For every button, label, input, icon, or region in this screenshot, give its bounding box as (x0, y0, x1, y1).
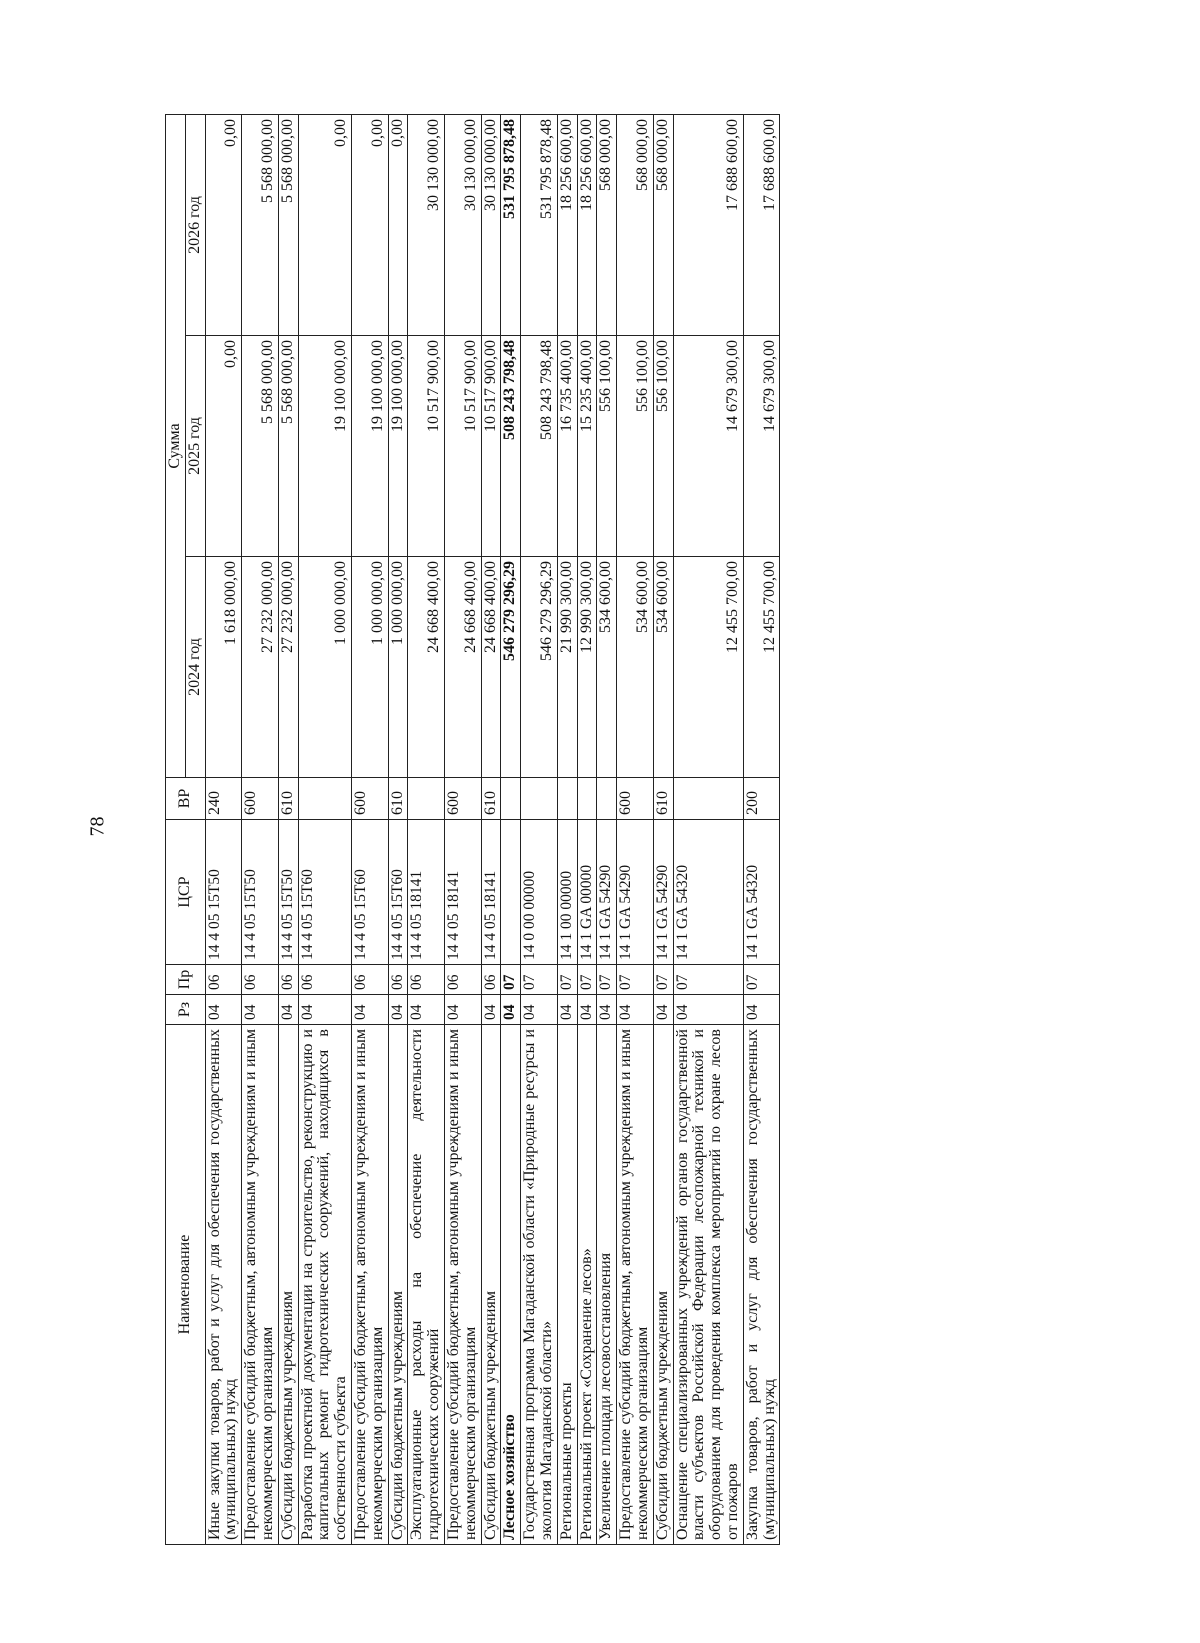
row-vr-cell: 200 (743, 778, 780, 820)
table-row (205, 114, 242, 1544)
row-csr-cell: 14 4 05 15Т50 (205, 820, 242, 965)
row-amount-2025: 5 568 000,00 (278, 336, 298, 557)
row-vr-cell: 610 (481, 778, 501, 820)
row-pr-cell: 07 (521, 965, 558, 995)
row-vr-cell: 600 (617, 778, 654, 820)
row-amount-2026: 18 256 600,00 (577, 114, 597, 335)
row-csr-cell: 14 1 GA 54290 (597, 820, 617, 965)
row-amount-2026: 531 795 878,48 (521, 114, 558, 335)
row-rz-cell: 04 (597, 995, 617, 1025)
table-row (242, 114, 279, 1544)
row-rz-cell: 04 (577, 995, 597, 1025)
row-amount-2025: 14 679 300,00 (673, 336, 743, 557)
row-name-cell: Субсидии бюджетным учреждениям (388, 1025, 408, 1545)
row-vr-cell: 600 (444, 778, 481, 820)
row-pr-cell: 07 (501, 965, 521, 995)
table-row (577, 114, 597, 1544)
row-name-cell: Закупка товаров, работ и услуг для обеспечения государственных (муниципальных) нужд (743, 1025, 780, 1545)
row-vr-cell (298, 778, 351, 820)
row-vr-cell: 240 (205, 778, 242, 820)
row-amount-2025: 10 517 900,00 (444, 336, 481, 557)
header-row-1 (166, 114, 186, 1544)
row-amount-2024: 546 279 296,29 (501, 557, 521, 778)
table-row (743, 114, 780, 1544)
row-rz-cell: 04 (521, 995, 558, 1025)
row-csr-cell: 14 1 00 00000 (557, 820, 577, 965)
row-amount-2026: 30 130 000,00 (481, 114, 501, 335)
row-rz-cell: 04 (501, 995, 521, 1025)
row-amount-2025: 10 517 900,00 (481, 336, 501, 557)
row-amount-2025: 15 235 400,00 (577, 336, 597, 557)
table-row (408, 114, 445, 1544)
row-amount-2025: 556 100,00 (653, 336, 673, 557)
table-row (557, 114, 577, 1544)
row-amount-2026: 18 256 600,00 (557, 114, 577, 335)
row-rz-cell: 04 (205, 995, 242, 1025)
row-name-cell: Региональные проекты (557, 1025, 577, 1545)
header-2024: 2024 год (185, 557, 205, 778)
row-amount-2026: 0,00 (388, 114, 408, 335)
row-amount-2024: 12 455 700,00 (673, 557, 743, 778)
row-amount-2024: 1 000 000,00 (298, 557, 351, 778)
header-sum: Сумма (166, 114, 186, 777)
table-row (298, 114, 351, 1544)
table-row (444, 114, 481, 1544)
row-amount-2024: 24 668 400,00 (481, 557, 501, 778)
row-rz-cell: 04 (351, 995, 388, 1025)
row-vr-cell (501, 778, 521, 820)
row-name-cell: Предоставление субсидий бюджетным, автономным учреждениям и иным некоммерческим организациям (617, 1025, 654, 1545)
header-2026: 2026 год (185, 114, 205, 335)
row-amount-2026: 531 795 878,48 (501, 114, 521, 335)
row-rz-cell: 04 (388, 995, 408, 1025)
row-amount-2026: 30 130 000,00 (408, 114, 445, 335)
row-amount-2024: 21 990 300,00 (557, 557, 577, 778)
row-pr-cell: 06 (242, 965, 279, 995)
row-pr-cell: 06 (408, 965, 445, 995)
table-row (278, 114, 298, 1544)
row-csr-cell: 14 1 GA 54320 (743, 820, 780, 965)
row-name-cell: Субсидии бюджетным учреждениям (278, 1025, 298, 1545)
header-vr: ВР (166, 778, 206, 820)
row-pr-cell: 06 (444, 965, 481, 995)
row-vr-cell: 610 (653, 778, 673, 820)
row-pr-cell: 07 (743, 965, 780, 995)
row-rz-cell: 04 (481, 995, 501, 1025)
row-amount-2024: 12 990 300,00 (577, 557, 597, 778)
table-row (617, 114, 654, 1544)
row-pr-cell: 07 (577, 965, 597, 995)
row-vr-cell: 610 (388, 778, 408, 820)
row-pr-cell: 06 (351, 965, 388, 995)
row-csr-cell (501, 820, 521, 965)
row-amount-2025: 19 100 000,00 (388, 336, 408, 557)
row-amount-2024: 534 600,00 (617, 557, 654, 778)
row-csr-cell: 14 4 05 18141 (481, 820, 501, 965)
row-rz-cell: 04 (743, 995, 780, 1025)
row-pr-cell: 06 (481, 965, 501, 995)
budget-table (165, 114, 780, 1545)
row-amount-2026: 568 000,00 (617, 114, 654, 335)
row-amount-2024: 12 455 700,00 (743, 557, 780, 778)
row-pr-cell: 07 (653, 965, 673, 995)
row-name-cell: Предоставление субсидий бюджетным, автономным учреждениям и иным некоммерческим организациям (351, 1025, 388, 1545)
row-amount-2025: 10 517 900,00 (408, 336, 445, 557)
row-vr-cell (577, 778, 597, 820)
row-csr-cell: 14 1 GA 54290 (653, 820, 673, 965)
row-csr-cell: 14 1 GA 54320 (673, 820, 743, 965)
row-name-cell: Региональный проект «Сохранение лесов» (577, 1025, 597, 1545)
row-name-cell: Предоставление субсидий бюджетным, автономным учреждениям и иным некоммерческим организациям (444, 1025, 481, 1545)
page-number: 78 (86, 816, 109, 837)
row-amount-2024: 534 600,00 (597, 557, 617, 778)
table-row (351, 114, 388, 1544)
row-rz-cell: 04 (673, 995, 743, 1025)
row-csr-cell: 14 0 00 00000 (521, 820, 558, 965)
row-amount-2026: 5 568 000,00 (242, 114, 279, 335)
row-rz-cell: 04 (242, 995, 279, 1025)
row-rz-cell: 04 (278, 995, 298, 1025)
row-vr-cell (557, 778, 577, 820)
header-rz: Рз (166, 995, 206, 1025)
row-name-cell: Эксплуатационные расходы на обеспечение деятельности гидротехнических сооружений (408, 1025, 445, 1545)
row-amount-2025: 508 243 798,48 (521, 336, 558, 557)
row-name-cell: Разработка проектной документации на строительство, реконструкцию и капитальных ремонт гидротехнических сооружений, находящихся в собственности субъекта (298, 1025, 351, 1545)
row-amount-2026: 568 000,00 (653, 114, 673, 335)
row-amount-2026: 0,00 (351, 114, 388, 335)
row-name-cell: Государственная программа Магаданской области «Природные ресурсы и экология Магаданской области» (521, 1025, 558, 1545)
row-amount-2025: 19 100 000,00 (351, 336, 388, 557)
row-amount-2025: 0,00 (205, 336, 242, 557)
row-name-cell: Лесное хозяйство (501, 1025, 521, 1545)
row-amount-2024: 1 618 000,00 (205, 557, 242, 778)
row-amount-2024: 27 232 000,00 (278, 557, 298, 778)
row-pr-cell: 06 (298, 965, 351, 995)
budget-table-container (165, 115, 778, 1545)
row-amount-2025: 19 100 000,00 (298, 336, 351, 557)
row-csr-cell: 14 4 05 15Т60 (298, 820, 351, 965)
row-pr-cell: 07 (673, 965, 743, 995)
header-pr: Пр (166, 965, 206, 995)
row-pr-cell: 07 (557, 965, 577, 995)
row-rz-cell: 04 (617, 995, 654, 1025)
row-csr-cell: 14 4 05 15Т60 (351, 820, 388, 965)
row-amount-2025: 16 735 400,00 (557, 336, 577, 557)
row-name-cell: Оснащение специализированных учреждений органов государственной власти субъектов Российской Федерации лесопожарной техникой и оборудованием для проведения комплекса мероприятий по охране лесов от пожаров (673, 1025, 743, 1545)
row-amount-2025: 14 679 300,00 (743, 336, 780, 557)
table-row (521, 114, 558, 1544)
row-csr-cell: 14 4 05 15Т60 (388, 820, 408, 965)
row-amount-2024: 546 279 296,29 (521, 557, 558, 778)
table-row (597, 114, 617, 1544)
row-amount-2026: 0,00 (205, 114, 242, 335)
row-amount-2025: 5 568 000,00 (242, 336, 279, 557)
row-pr-cell: 06 (388, 965, 408, 995)
row-amount-2024: 24 668 400,00 (444, 557, 481, 778)
row-pr-cell: 07 (597, 965, 617, 995)
row-csr-cell: 14 4 05 18141 (408, 820, 445, 965)
row-csr-cell: 14 4 05 15Т50 (278, 820, 298, 965)
row-name-cell: Субсидии бюджетным учреждениям (481, 1025, 501, 1545)
row-vr-cell (673, 778, 743, 820)
row-rz-cell: 04 (408, 995, 445, 1025)
row-name-cell: Субсидии бюджетным учреждениям (653, 1025, 673, 1545)
row-pr-cell: 07 (617, 965, 654, 995)
row-name-cell: Увеличение площади лесовосстановления (597, 1025, 617, 1545)
row-vr-cell (408, 778, 445, 820)
row-amount-2026: 17 688 600,00 (743, 114, 780, 335)
row-vr-cell: 600 (242, 778, 279, 820)
row-amount-2025: 508 243 798,48 (501, 336, 521, 557)
table-row (388, 114, 408, 1544)
row-vr-cell (597, 778, 617, 820)
table-body (205, 114, 780, 1544)
row-amount-2024: 24 668 400,00 (408, 557, 445, 778)
row-amount-2025: 556 100,00 (597, 336, 617, 557)
row-rz-cell: 04 (298, 995, 351, 1025)
row-amount-2024: 1 000 000,00 (388, 557, 408, 778)
table-row (501, 114, 521, 1544)
row-amount-2024: 534 600,00 (653, 557, 673, 778)
row-csr-cell: 14 4 05 15Т50 (242, 820, 279, 965)
table-row (481, 114, 501, 1544)
row-vr-cell: 610 (278, 778, 298, 820)
row-vr-cell (521, 778, 558, 820)
header-name: Наименование (166, 1025, 206, 1545)
row-amount-2024: 27 232 000,00 (242, 557, 279, 778)
row-rz-cell: 04 (444, 995, 481, 1025)
row-rz-cell: 04 (557, 995, 577, 1025)
row-pr-cell: 06 (205, 965, 242, 995)
row-name-cell: Иные закупки товаров, работ и услуг для обеспечения государственных (муниципальных) нужд (205, 1025, 242, 1545)
table-row (653, 114, 673, 1544)
row-pr-cell: 06 (278, 965, 298, 995)
row-csr-cell: 14 1 GA 00000 (577, 820, 597, 965)
header-2025: 2025 год (185, 336, 205, 557)
row-amount-2024: 1 000 000,00 (351, 557, 388, 778)
row-amount-2026: 568 000,00 (597, 114, 617, 335)
table-row (673, 114, 743, 1544)
row-name-cell: Предоставление субсидий бюджетным, автономным учреждениям и иным некоммерческим организациям (242, 1025, 279, 1545)
row-rz-cell: 04 (653, 995, 673, 1025)
row-vr-cell: 600 (351, 778, 388, 820)
row-amount-2026: 17 688 600,00 (673, 114, 743, 335)
header-csr: ЦСР (166, 820, 206, 965)
row-amount-2026: 5 568 000,00 (278, 114, 298, 335)
row-amount-2026: 0,00 (298, 114, 351, 335)
row-csr-cell: 14 4 05 18141 (444, 820, 481, 965)
row-csr-cell: 14 1 GA 54290 (617, 820, 654, 965)
row-amount-2025: 556 100,00 (617, 336, 654, 557)
row-amount-2026: 30 130 000,00 (444, 114, 481, 335)
